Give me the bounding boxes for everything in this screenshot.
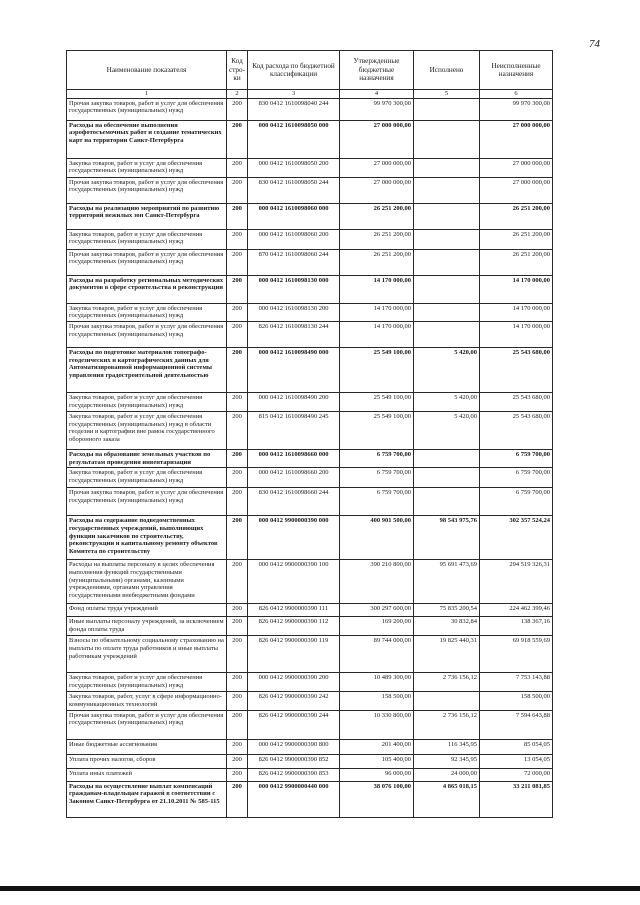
header-code: Код стро-ки xyxy=(227,51,248,90)
table-row xyxy=(67,177,553,203)
row-line-code: 200 xyxy=(227,754,248,768)
row-name: Расходы на разработку региональных методических документов в сфере строительства и реконструкции xyxy=(67,275,227,303)
row-approved: 400 901 500,00 xyxy=(340,516,414,560)
row-unexecuted: 6 759 700,00 xyxy=(480,488,553,516)
row-classification-code: 826 0412 9900000390 119 xyxy=(248,636,340,673)
table-row xyxy=(67,617,553,636)
row-approved: 14 170 000,00 xyxy=(340,303,414,321)
row-executed: 5 420,00 xyxy=(414,411,480,449)
table-row xyxy=(67,781,553,817)
table-row xyxy=(67,203,553,229)
row-classification-code: 000 0412 1610098660 000 xyxy=(248,449,340,467)
row-name: Закупка товаров, работ и услуг для обеспечения государственных (муниципальных) нужд xyxy=(67,392,227,411)
row-approved: 27 000 000,00 xyxy=(340,158,414,177)
row-approved: 26 251 200,00 xyxy=(340,229,414,249)
row-unexecuted: 14 170 000,00 xyxy=(480,275,553,303)
row-name: Закупка товаров, работ и услуг для обеспечения государственных (муниципальных) нужд xyxy=(67,229,227,249)
row-unexecuted: 25 543 680,00 xyxy=(480,347,553,392)
table-row xyxy=(67,739,553,754)
table-row xyxy=(67,120,553,158)
row-executed xyxy=(414,468,480,488)
row-unexecuted: 14 170 000,00 xyxy=(480,321,553,347)
header-executed: Исполнено xyxy=(414,51,480,90)
column-number: 3 xyxy=(248,90,340,99)
row-unexecuted: 7 594 643,88 xyxy=(480,710,553,739)
row-executed: 2 736 156,12 xyxy=(414,710,480,739)
row-executed: 24 000,00 xyxy=(414,768,480,781)
row-classification-code: 830 0412 1610098660 244 xyxy=(248,488,340,516)
table-row xyxy=(67,303,553,321)
row-classification-code: 830 0412 1610098050 244 xyxy=(248,177,340,203)
row-approved: 201 400,00 xyxy=(340,739,414,754)
table-row xyxy=(67,768,553,781)
row-approved: 26 251 200,00 xyxy=(340,203,414,229)
row-executed: 75 835 200,54 xyxy=(414,604,480,617)
row-classification-code: 000 0412 1610098130 000 xyxy=(248,275,340,303)
scan-bottom-border xyxy=(0,886,640,891)
row-executed xyxy=(414,249,480,275)
table-row xyxy=(67,604,553,617)
row-name: Прочая закупка товаров, работ и услуг для обеспечения государственных (муниципальных) нужд xyxy=(67,177,227,203)
row-classification-code: 000 0412 1610098050 000 xyxy=(248,120,340,158)
row-classification-code: 826 0412 9900000390 112 xyxy=(248,617,340,636)
row-name: Прочая закупка товаров, работ и услуг для обеспечения государственных (муниципальных) нужд xyxy=(67,488,227,516)
row-line-code: 200 xyxy=(227,229,248,249)
row-classification-code: 000 0412 1610098490 000 xyxy=(248,347,340,392)
row-line-code: 200 xyxy=(227,392,248,411)
row-classification-code: 815 0412 1610098490 245 xyxy=(248,411,340,449)
table-row xyxy=(67,468,553,488)
row-approved: 38 076 100,00 xyxy=(340,781,414,817)
row-line-code: 200 xyxy=(227,560,248,604)
row-line-code: 200 xyxy=(227,321,248,347)
row-classification-code: 870 0412 1610098060 244 xyxy=(248,249,340,275)
row-approved: 25 549 100,00 xyxy=(340,347,414,392)
row-approved: 25 549 100,00 xyxy=(340,411,414,449)
row-classification-code: 826 0412 9900000390 853 xyxy=(248,768,340,781)
row-executed: 30 832,84 xyxy=(414,617,480,636)
row-line-code: 200 xyxy=(227,636,248,673)
row-executed: 19 825 440,31 xyxy=(414,636,480,673)
row-unexecuted: 85 054,05 xyxy=(480,739,553,754)
header-classification: Код расхода по бюджетной классификации xyxy=(248,51,340,90)
row-approved: 26 251 200,00 xyxy=(340,249,414,275)
row-classification-code: 000 0412 1610098060 200 xyxy=(248,229,340,249)
table-row xyxy=(67,392,553,411)
row-executed xyxy=(414,98,480,120)
row-approved: 6 759 700,00 xyxy=(340,488,414,516)
row-line-code: 200 xyxy=(227,710,248,739)
row-line-code: 200 xyxy=(227,411,248,449)
row-line-code: 200 xyxy=(227,303,248,321)
row-line-code: 200 xyxy=(227,449,248,467)
row-approved: 99 970 300,00 xyxy=(340,98,414,120)
row-name: Взносы по обязательному социальному страхованию на выплаты по оплате труда работников и иные выплаты работникам учреждений xyxy=(67,636,227,673)
row-approved: 105 400,00 xyxy=(340,754,414,768)
row-unexecuted: 27 000 000,00 xyxy=(480,120,553,158)
row-name: Прочая закупка товаров, работ и услуг для обеспечения государственных (муниципальных) нужд xyxy=(67,249,227,275)
row-approved: 390 210 800,00 xyxy=(340,560,414,604)
row-line-code: 200 xyxy=(227,98,248,120)
row-approved: 6 759 700,00 xyxy=(340,449,414,467)
row-name: Закупка товаров, работ и услуг для обеспечения государственных (муниципальных) нужд xyxy=(67,158,227,177)
row-line-code: 200 xyxy=(227,177,248,203)
row-classification-code: 000 0412 1610098060 000 xyxy=(248,203,340,229)
row-unexecuted: 72 000,00 xyxy=(480,768,553,781)
row-unexecuted: 26 251 200,00 xyxy=(480,203,553,229)
row-unexecuted: 27 000 000,00 xyxy=(480,177,553,203)
row-unexecuted: 26 251 200,00 xyxy=(480,249,553,275)
row-line-code: 200 xyxy=(227,739,248,754)
row-unexecuted: 158 500,00 xyxy=(480,692,553,710)
row-classification-code: 000 0412 1610098130 200 xyxy=(248,303,340,321)
row-name: Закупка товаров, работ и услуг для обеспечения государственных (муниципальных) нужд xyxy=(67,468,227,488)
row-classification-code: 000 0412 1610098050 200 xyxy=(248,158,340,177)
row-line-code: 200 xyxy=(227,692,248,710)
row-classification-code: 826 0412 1610098130 244 xyxy=(248,321,340,347)
row-executed xyxy=(414,203,480,229)
row-name: Уплата прочих налогов, сборов xyxy=(67,754,227,768)
row-unexecuted: 26 251 200,00 xyxy=(480,229,553,249)
row-name: Расходы на реализацию мероприятий по развитию территорий нежилых зон Санкт-Петербурга xyxy=(67,203,227,229)
row-name: Расходы на образование земельных участков по результатам проведения инвентаризации xyxy=(67,449,227,467)
page-number: 74 xyxy=(589,38,600,50)
header-name: Наименование показателя xyxy=(67,51,227,90)
table-row xyxy=(67,636,553,673)
row-executed: 116 345,95 xyxy=(414,739,480,754)
row-line-code: 200 xyxy=(227,516,248,560)
row-name: Расходы на содержание подведомственных государственных учреждений, выполняющих функции заказчиков по строительству, реконструкции и капитальному ремонту объектов Комитета по строительству xyxy=(67,516,227,560)
table-row xyxy=(67,249,553,275)
row-classification-code: 000 0412 9900000390 200 xyxy=(248,673,340,692)
row-unexecuted: 6 759 700,00 xyxy=(480,449,553,467)
table-row xyxy=(67,347,553,392)
row-executed xyxy=(414,321,480,347)
row-unexecuted: 27 000 000,00 xyxy=(480,158,553,177)
row-executed: 5 420,00 xyxy=(414,392,480,411)
row-name: Расходы по подготовке материалов топографо-геодезических и картографических данных для Автоматизированной информационной системы управления градостроительной деятельностью xyxy=(67,347,227,392)
row-executed xyxy=(414,177,480,203)
row-classification-code: 830 0412 1610098040 244 xyxy=(248,98,340,120)
row-approved: 27 000 000,00 xyxy=(340,177,414,203)
row-classification-code: 000 0412 9900000390 100 xyxy=(248,560,340,604)
table-row xyxy=(67,411,553,449)
table-row xyxy=(67,158,553,177)
row-classification-code: 000 0412 9900000440 000 xyxy=(248,781,340,817)
row-executed: 4 865 018,15 xyxy=(414,781,480,817)
row-unexecuted: 25 543 680,00 xyxy=(480,392,553,411)
row-approved: 300 297 600,00 xyxy=(340,604,414,617)
row-approved: 10 489 300,00 xyxy=(340,673,414,692)
row-classification-code: 826 0412 9900000390 111 xyxy=(248,604,340,617)
row-executed xyxy=(414,488,480,516)
row-approved: 14 170 000,00 xyxy=(340,275,414,303)
row-unexecuted: 13 054,05 xyxy=(480,754,553,768)
row-classification-code: 826 0412 9900000390 242 xyxy=(248,692,340,710)
row-name: Закупка товаров, работ и услуг для обеспечения государственных (муниципальных) нужд xyxy=(67,673,227,692)
row-unexecuted: 25 543 680,00 xyxy=(480,411,553,449)
row-line-code: 200 xyxy=(227,604,248,617)
row-name: Расходы на осуществление выплат компенсаций гражданам-владельцам гаражей в соответствии с Законом Санкт-Петербурга от 21.10.2011 № 585-115 xyxy=(67,781,227,817)
table-row xyxy=(67,560,553,604)
row-line-code: 200 xyxy=(227,249,248,275)
row-executed: 95 691 473,69 xyxy=(414,560,480,604)
row-classification-code: 000 0412 9900000390 800 xyxy=(248,739,340,754)
table-row xyxy=(67,710,553,739)
row-executed: 5 420,00 xyxy=(414,347,480,392)
column-number: 1 xyxy=(67,90,227,99)
row-classification-code: 826 0412 9900000390 852 xyxy=(248,754,340,768)
row-line-code: 200 xyxy=(227,120,248,158)
row-line-code: 200 xyxy=(227,768,248,781)
column-number: 5 xyxy=(414,90,480,99)
row-classification-code: 000 0412 1610098490 200 xyxy=(248,392,340,411)
row-executed: 2 736 156,12 xyxy=(414,673,480,692)
row-classification-code: 000 0412 9900000390 000 xyxy=(248,516,340,560)
row-executed xyxy=(414,275,480,303)
row-approved: 14 170 000,00 xyxy=(340,321,414,347)
row-approved: 25 549 100,00 xyxy=(340,392,414,411)
row-name: Иные выплаты персоналу учреждений, за исключением фонда оплаты труда xyxy=(67,617,227,636)
row-line-code: 200 xyxy=(227,275,248,303)
row-approved: 169 200,00 xyxy=(340,617,414,636)
column-number-row xyxy=(67,90,553,99)
row-classification-code: 826 0412 9900000390 244 xyxy=(248,710,340,739)
row-executed: 92 345,95 xyxy=(414,754,480,768)
row-line-code: 200 xyxy=(227,347,248,392)
row-name: Иные бюджетные ассигнования xyxy=(67,739,227,754)
row-approved: 158 500,00 xyxy=(340,692,414,710)
row-unexecuted: 138 367,16 xyxy=(480,617,553,636)
row-line-code: 200 xyxy=(227,203,248,229)
row-name: Расходы на выплаты персоналу в целях обеспечения выполнения функций государственными (муниципальными) органами, казенными учреждениями, органами управления государственными внебюджетными фондами xyxy=(67,560,227,604)
header-unexecuted: Неисполненные назначения xyxy=(480,51,553,90)
table-row xyxy=(67,229,553,249)
column-number: 2 xyxy=(227,90,248,99)
row-unexecuted: 302 357 524,24 xyxy=(480,516,553,560)
row-approved: 89 744 000,00 xyxy=(340,636,414,673)
row-approved: 96 000,00 xyxy=(340,768,414,781)
row-unexecuted: 69 918 559,69 xyxy=(480,636,553,673)
row-unexecuted: 7 753 143,88 xyxy=(480,673,553,692)
table-row xyxy=(67,673,553,692)
table-row xyxy=(67,754,553,768)
table-row xyxy=(67,516,553,560)
row-name: Прочая закупка товаров, работ и услуг для обеспечения государственных (муниципальных) нужд xyxy=(67,710,227,739)
header-approved: Утвержденные бюджетные назначения xyxy=(340,51,414,90)
row-name: Закупка товаров, работ и услуг для обеспечения государственных (муниципальных) нужд xyxy=(67,303,227,321)
row-approved: 6 759 700,00 xyxy=(340,468,414,488)
row-approved: 10 330 800,00 xyxy=(340,710,414,739)
row-unexecuted: 33 211 081,85 xyxy=(480,781,553,817)
table-row xyxy=(67,98,553,120)
table-row xyxy=(67,488,553,516)
column-number: 6 xyxy=(480,90,553,99)
row-executed xyxy=(414,449,480,467)
row-line-code: 200 xyxy=(227,781,248,817)
row-approved: 27 000 000,00 xyxy=(340,120,414,158)
row-executed xyxy=(414,229,480,249)
row-unexecuted: 14 170 000,00 xyxy=(480,303,553,321)
row-executed: 98 543 975,76 xyxy=(414,516,480,560)
row-name: Закупка товаров, работ, услуг в сфере информационно-коммуникационных технологий xyxy=(67,692,227,710)
row-executed xyxy=(414,303,480,321)
row-line-code: 200 xyxy=(227,673,248,692)
table-row xyxy=(67,321,553,347)
budget-execution-table xyxy=(66,50,553,818)
row-line-code: 200 xyxy=(227,617,248,636)
row-executed xyxy=(414,158,480,177)
row-executed xyxy=(414,692,480,710)
table-row xyxy=(67,692,553,710)
row-unexecuted: 99 970 300,00 xyxy=(480,98,553,120)
row-unexecuted: 6 759 700,00 xyxy=(480,468,553,488)
row-name: Закупка товаров, работ и услуг для обеспечения государственных (муниципальных) нужд в области геодезии и картографии вне рамок государственного оборонного заказа xyxy=(67,411,227,449)
table-header-row xyxy=(67,51,553,90)
row-line-code: 200 xyxy=(227,468,248,488)
row-name: Уплата иных платежей xyxy=(67,768,227,781)
table-body xyxy=(67,98,553,817)
table-row xyxy=(67,275,553,303)
row-classification-code: 000 0412 1610098660 200 xyxy=(248,468,340,488)
row-line-code: 200 xyxy=(227,488,248,516)
row-unexecuted: 224 462 399,46 xyxy=(480,604,553,617)
row-name: Прочая закупка товаров, работ и услуг для обеспечения государственных (муниципальных) нужд xyxy=(67,321,227,347)
row-line-code: 200 xyxy=(227,158,248,177)
table-row xyxy=(67,449,553,467)
column-number: 4 xyxy=(340,90,414,99)
row-name: Фонд оплаты труда учреждений xyxy=(67,604,227,617)
row-name: Расходы на обеспечение выполнения аэрофотосъемочных работ и создание тематических карт на территории Санкт-Петербурга xyxy=(67,120,227,158)
row-name: Прочая закупка товаров, работ и услуг для обеспечения государственных (муниципальных) нужд xyxy=(67,98,227,120)
row-unexecuted: 294 519 326,31 xyxy=(480,560,553,604)
row-executed xyxy=(414,120,480,158)
